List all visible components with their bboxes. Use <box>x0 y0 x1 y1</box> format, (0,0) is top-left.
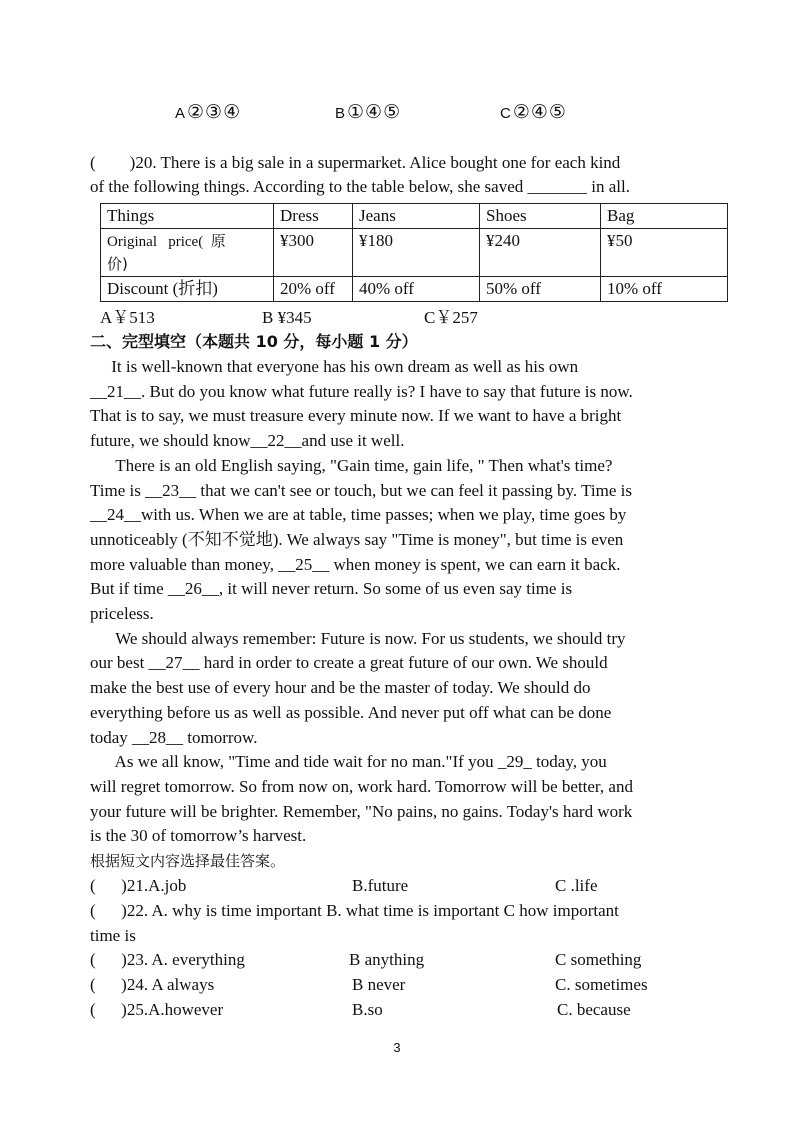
passage-line: our best __27__ hard in order to create a great future of our own. We should <box>90 653 608 673</box>
passage-line: But if time __26__, it will never return. So some of us even say time is <box>90 579 573 599</box>
passage-line: more valuable than money, __25__ when money is spent, we can earn it back. <box>90 554 621 574</box>
passage-line: Time is __23__ that we can't see or touch, but we can feel it passing by. Time is <box>90 480 632 500</box>
q20-line2: of the following things. According to the table below, she saved _______ in all. <box>90 177 630 196</box>
option-b-value: ①④⑤ <box>347 101 402 123</box>
passage-line: __21__. But do you know what future really is? I have to say that future is now. <box>90 381 633 401</box>
passage-line: As we all know, "Time and tide wait for no man."If you _29_ today, you <box>90 752 607 772</box>
passage-line: It is well-known that everyone has his own dream as well as his own <box>90 357 579 376</box>
q21-option-c: C .life <box>555 876 598 895</box>
page-number: 3 <box>393 1040 401 1055</box>
q20-option-b: B ¥345 <box>262 308 312 327</box>
passage-line: everything before us as well as possible. And never put off what can be done <box>90 702 612 722</box>
passage-line: priceless. <box>90 604 154 623</box>
passage-line: There is an old English saying, "Gain time, gain life, " Then what's time? <box>90 455 613 475</box>
passage-line: today __28__ tomorrow. <box>90 727 258 747</box>
cell-text: Original price( 原 <box>107 234 226 250</box>
q22-cont: time is <box>90 926 136 945</box>
q23-option-c: C something <box>555 950 642 969</box>
table-cell: 40% off <box>353 277 480 302</box>
option-c-label: C <box>500 105 511 122</box>
option-b-label: B <box>335 105 346 122</box>
table-cell: ¥300 <box>274 229 353 277</box>
passage-line: unnoticeably (不知不觉地). We always say "Time is money", but time is even <box>90 529 624 549</box>
passage-line: __24__with us. When we are at table, time passes; when we play, time goes by <box>90 505 627 525</box>
price-table <box>100 203 728 302</box>
option-c-value: ②④⑤ <box>512 101 567 123</box>
q24-stem: ( )24. A always <box>90 975 215 994</box>
table-cell: 10% off <box>601 277 728 302</box>
passage-line: is the 30 of tomorrow’s harvest. <box>90 826 307 846</box>
q20-option-c: C￥257 <box>424 308 478 327</box>
passage-line: make the best use of every hour and be the master of today. We should do <box>90 678 591 698</box>
q20-option-a: A￥513 <box>100 308 155 327</box>
table-cell: Shoes <box>480 204 601 229</box>
q25-stem: ( )25.A.however <box>90 1000 224 1019</box>
table-cell: 50% off <box>480 277 601 302</box>
passage-line: That is to say, we must treasure every minute now. If we want to have a bright <box>90 406 622 426</box>
table-cell <box>101 229 274 277</box>
cell-text-cont: 价) <box>107 255 128 273</box>
table-cell: 20% off <box>274 277 353 302</box>
q21-option-b: B.future <box>352 876 409 895</box>
q25-option-c: C. because <box>557 1000 631 1019</box>
q24-option-c: C. sometimes <box>555 975 648 994</box>
passage-line: future, we should know__22__and use it well. <box>90 431 405 451</box>
option-a-label: A <box>175 105 186 122</box>
q20-line1: ( )20. There is a big sale in a supermarket. Alice bought one for each kind <box>90 153 621 172</box>
q25-option-b: B.so <box>352 1000 383 1019</box>
table-cell: Jeans <box>353 204 480 229</box>
table-cell: Dress <box>274 204 353 229</box>
table-row <box>101 229 728 277</box>
q23-option-b: B anything <box>349 950 425 969</box>
passage-line: your future will be brighter. Remember, "No pains, no gains. Today's hard work <box>90 801 633 821</box>
passage-line: We should always remember: Future is now. For us students, we should try <box>90 628 626 648</box>
q22-stem: ( )22. A. why is time important B. what time is important C how important <box>90 901 619 920</box>
q24-option-b: B never <box>352 975 406 994</box>
option-b <box>335 100 401 126</box>
table-header-row <box>101 204 728 229</box>
instruction: 根据短文内容选择最佳答案。 <box>90 852 286 870</box>
table-cell: Discount (折扣) <box>101 277 274 302</box>
table-cell: Bag <box>601 204 728 229</box>
option-a-value: ②③④ <box>187 101 242 123</box>
passage-line: will regret tomorrow. So from now on, work hard. Tomorrow will be better, and <box>90 776 633 796</box>
table-cell: ¥180 <box>353 229 480 277</box>
table-cell: ¥50 <box>601 229 728 277</box>
q23-stem: ( )23. A. everything <box>90 950 245 969</box>
option-a <box>175 100 241 126</box>
table-cell: ¥240 <box>480 229 601 277</box>
option-c <box>500 100 567 126</box>
q21-stem: ( )21.A.job <box>90 876 187 895</box>
table-row <box>101 277 728 302</box>
table-cell: Things <box>101 204 274 229</box>
section-title: 二、完型填空（本题共 10 分，每小题 1 分） <box>90 332 418 351</box>
